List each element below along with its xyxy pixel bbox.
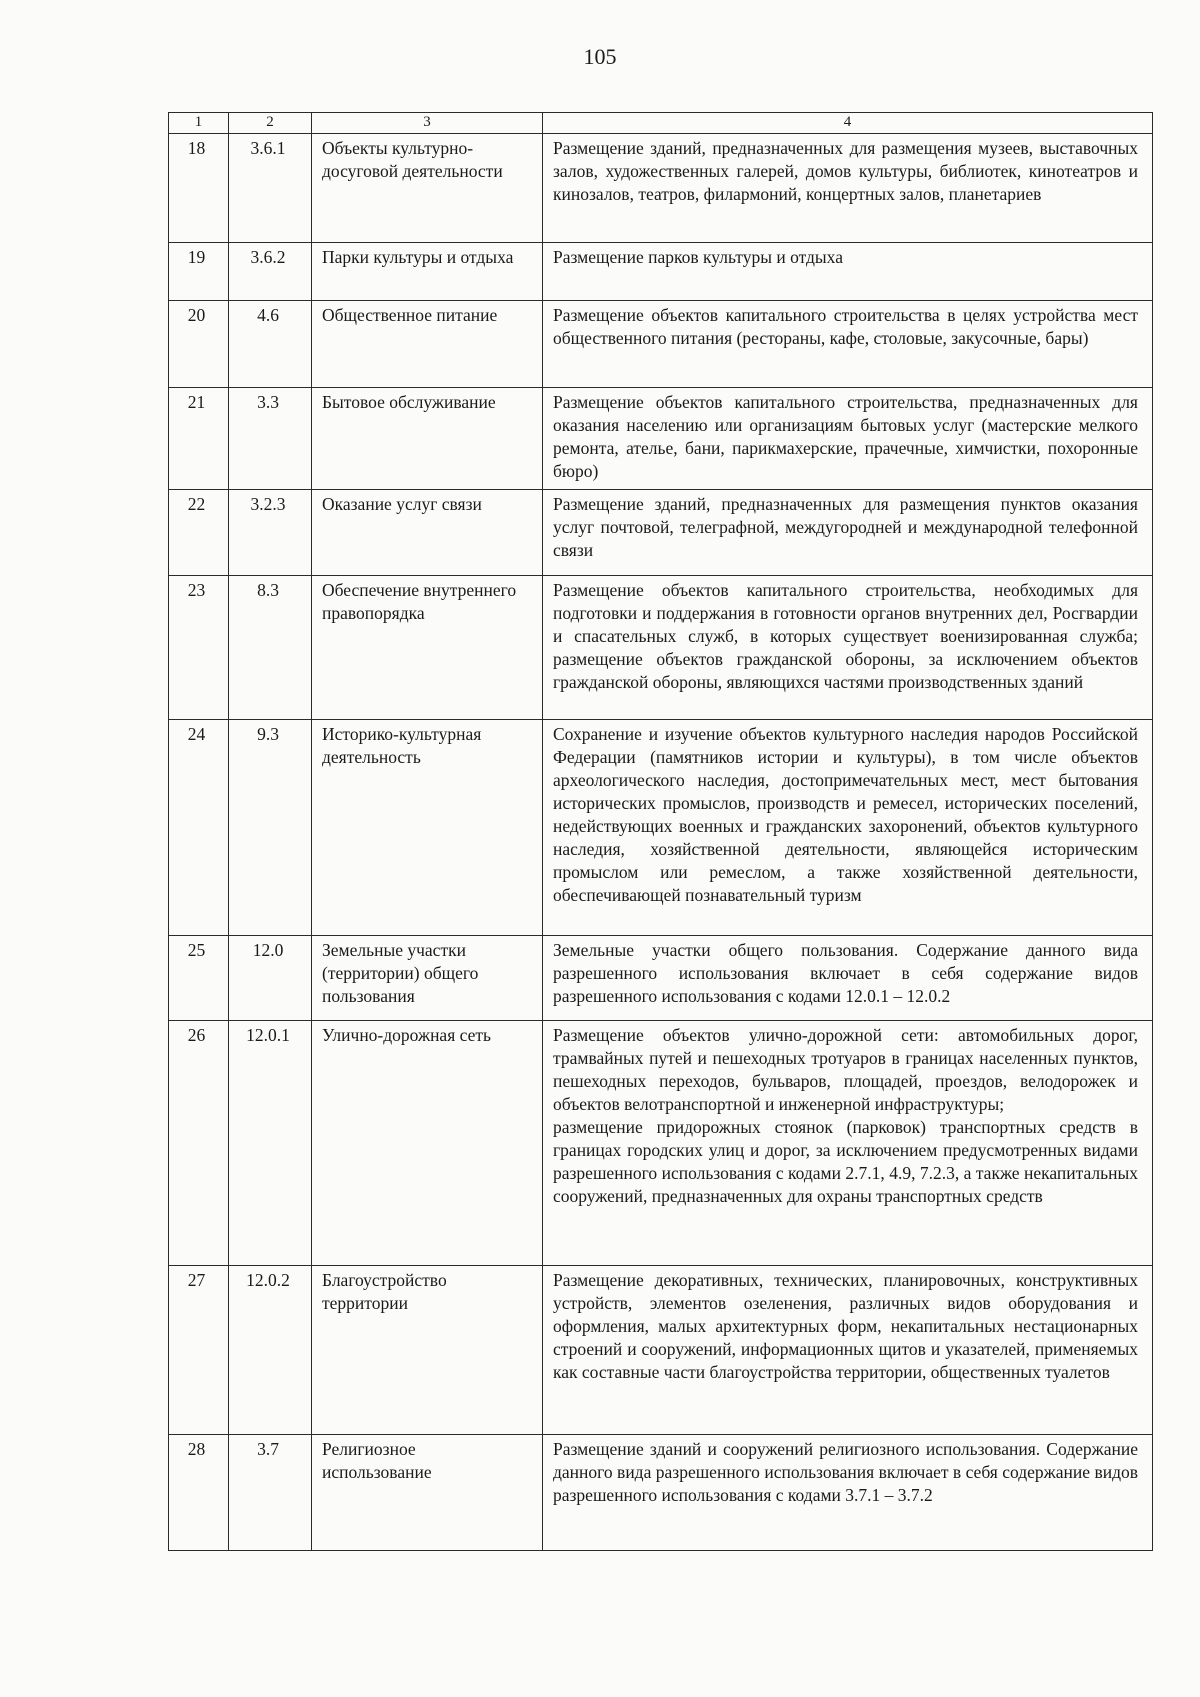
- row-number: 24: [169, 720, 229, 936]
- row-name: Парки культуры и отдыха: [312, 243, 543, 301]
- table-row: [169, 301, 1153, 388]
- row-code: 12.0.2: [229, 1266, 312, 1435]
- row-code: 3.7: [229, 1435, 312, 1551]
- row-name: Бытовое обслуживание: [312, 388, 543, 490]
- page-number: 105: [583, 44, 617, 69]
- row-description: Размещение объектов капитального строительства, предназначенных для оказания населению или организациям бытовых услуг (мастерские мелкого ремонта, ателье, бани, парикмахерские, прачечные, химчистки, похоронные бюро): [543, 388, 1153, 490]
- row-code: 3.3: [229, 388, 312, 490]
- row-number: 25: [169, 936, 229, 1021]
- row-name: Объекты культурно-досуговой деятельности: [312, 134, 543, 243]
- table-row: [169, 490, 1153, 576]
- row-number: 28: [169, 1435, 229, 1551]
- row-description: Размещение зданий, предназначенных для размещения пунктов оказания услуг почтовой, телеграфной, междугородней и международной телефонной связи: [543, 490, 1153, 576]
- row-name: Земельные участки (территории) общего пользования: [312, 936, 543, 1021]
- row-description: [543, 1021, 1153, 1266]
- row-number: 21: [169, 388, 229, 490]
- row-name: Оказание услуг связи: [312, 490, 543, 576]
- row-code: 9.3: [229, 720, 312, 936]
- row-code: 12.0: [229, 936, 312, 1021]
- table-row: [169, 134, 1153, 243]
- row-number: 22: [169, 490, 229, 576]
- land-use-table: [168, 112, 1153, 1551]
- row-name: Благоустройство территории: [312, 1266, 543, 1435]
- row-name: Обеспечение внутреннего правопорядка: [312, 576, 543, 720]
- header-col-1: 1: [169, 113, 229, 134]
- row-code: 12.0.1: [229, 1021, 312, 1266]
- description-paragraph-1: Размещение объектов улично-дорожной сети: автомобильных дорог, трамвайных путей и пешеходных тротуаров в границах населенных пунктов, пешеходных переходов, бульваров, площадей, проездов, велодорожек и объектов велотранспортной и инженерной инфраструктуры;: [553, 1025, 1138, 1114]
- row-number: 26: [169, 1021, 229, 1266]
- table-row: [169, 1266, 1153, 1435]
- row-description: Размещение зданий и сооружений религиозного использования. Содержание данного вида разрешенного использования включает в себя содержание видов разрешенного использования с кодами 3.7.1 – 3.7.2: [543, 1435, 1153, 1551]
- row-name: Историко-культурная деятельность: [312, 720, 543, 936]
- row-number: 19: [169, 243, 229, 301]
- row-code: 3.2.3: [229, 490, 312, 576]
- row-code: 3.6.2: [229, 243, 312, 301]
- row-description: Размещение декоративных, технических, планировочных, конструктивных устройств, элементов озеленения, различных видов оборудования и оформления, малых архитектурных форм, некапитальных нестационарных строений и сооружений, информационных щитов и указателей, применяемых как составные части благоустройства территории, общественных туалетов: [543, 1266, 1153, 1435]
- table-row: [169, 720, 1153, 936]
- row-code: 3.6.1: [229, 134, 312, 243]
- row-description: Размещение зданий, предназначенных для размещения музеев, выставочных залов, художественных галерей, домов культуры, библиотек, кинотеатров и кинозалов, театров, филармоний, концертных залов, планетариев: [543, 134, 1153, 243]
- row-name: Религиозное использование: [312, 1435, 543, 1551]
- row-number: 23: [169, 576, 229, 720]
- header-col-2: 2: [229, 113, 312, 134]
- row-number: 27: [169, 1266, 229, 1435]
- row-name: Общественное питание: [312, 301, 543, 388]
- row-code: 8.3: [229, 576, 312, 720]
- header-col-4: 4: [543, 113, 1153, 134]
- row-description: Размещение объектов капитального строительства, необходимых для подготовки и поддержания в готовности органов внутренних дел, Росгвардии и спасательных служб, в которых существует военизированная служба; размещение объектов гражданской обороны, за исключением объектов гражданской обороны, являющихся частями производственных зданий: [543, 576, 1153, 720]
- table-row: [169, 1435, 1153, 1551]
- table-header-row: [169, 113, 1153, 134]
- table-row: [169, 936, 1153, 1021]
- row-description: Сохранение и изучение объектов культурного наследия народов Российской Федерации (памятников истории и культуры), в том числе объектов археологического наследия, достопримечательных мест, мест бытования исторических промыслов, производств и ремесел, исторических поселений, недействующих военных и гражданских захоронений, объектов культурного наследия, хозяйственной деятельности, являющейся историческим промыслом или ремеслом, а также хозяйственной деятельности, обеспечивающей познавательный туризм: [543, 720, 1153, 936]
- table-row: [169, 243, 1153, 301]
- row-number: 18: [169, 134, 229, 243]
- row-code: 4.6: [229, 301, 312, 388]
- table-row: [169, 388, 1153, 490]
- row-description: Размещение парков культуры и отдыха: [543, 243, 1153, 301]
- row-description: Размещение объектов капитального строительства в целях устройства мест общественного питания (рестораны, кафе, столовые, закусочные, бары): [543, 301, 1153, 388]
- table-row: [169, 576, 1153, 720]
- description-paragraph-2: размещение придорожных стоянок (парковок) транспортных средств в границах городских улиц и дорог, за исключением предусмотренных видами разрешенного использования с кодами 2.7.1, 4.9, 7.2.3, а также некапитальных сооружений, предназначенных для охраны транспортных средств: [553, 1117, 1138, 1206]
- row-description: Земельные участки общего пользования. Содержание данного вида разрешенного использования включает в себя содержание видов разрешенного использования с кодами 12.0.1 – 12.0.2: [543, 936, 1153, 1021]
- row-name: Улично-дорожная сеть: [312, 1021, 543, 1266]
- header-col-3: 3: [312, 113, 543, 134]
- row-number: 20: [169, 301, 229, 388]
- table-row: [169, 1021, 1153, 1266]
